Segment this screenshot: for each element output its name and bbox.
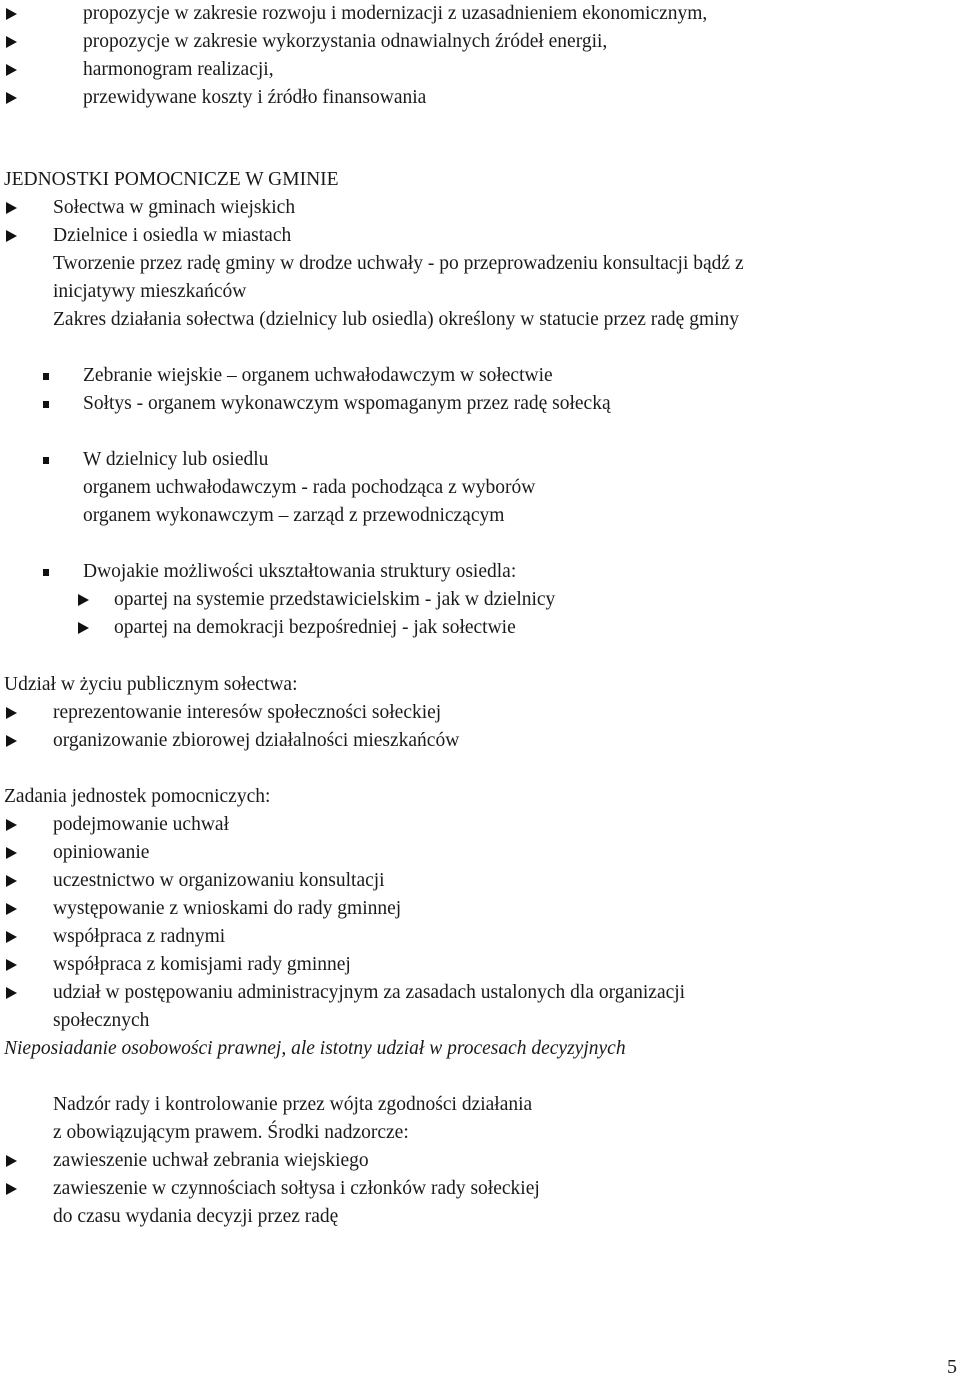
paragraph-line: organem wykonawczym – zarząd z przewodniczącym (83, 505, 505, 526)
triangle-bullet-icon (6, 92, 17, 104)
triangle-bullet-icon (6, 707, 17, 719)
triangle-bullet-icon (6, 931, 17, 943)
triangle-bullet-icon (78, 622, 89, 634)
section-title: Zadania jednostek pomocniczych: (4, 786, 271, 807)
italic-note: Nieposiadanie osobowości prawnej, ale istotny udział w procesach decyzyjnych (4, 1038, 626, 1059)
page-number: 5 (947, 1356, 957, 1378)
triangle-bullet-icon (6, 36, 17, 48)
triangle-bullet-icon (6, 230, 17, 242)
paragraph-line: do czasu wydania decyzji przez radę (53, 1206, 339, 1227)
triangle-bullet-icon (6, 847, 17, 859)
square-bullet-icon (43, 457, 49, 464)
triangle-bullet-icon (6, 8, 17, 20)
triangle-bullet-icon (6, 1183, 17, 1195)
triangle-bullet-icon (6, 903, 17, 915)
triangle-bullet-icon (6, 202, 17, 214)
paragraph-line: Tworzenie przez radę gminy w drodze uchwały - po przeprowadzeniu konsultacji bądź z (53, 253, 744, 274)
section-title: Udział w życiu publicznym sołectwa: (4, 674, 298, 695)
triangle-bullet-icon (6, 1155, 17, 1167)
triangle-bullet-icon (6, 735, 17, 747)
square-bullet-icon (43, 401, 49, 408)
triangle-bullet-icon (6, 64, 17, 76)
paragraph-line: z obowiązującym prawem. Środki nadzorcze: (53, 1122, 409, 1143)
triangle-bullet-icon (78, 594, 89, 606)
triangle-bullet-icon (6, 875, 17, 887)
paragraph-line: społecznych (53, 1010, 150, 1031)
triangle-bullet-icon (6, 987, 17, 999)
triangle-bullet-icon (6, 959, 17, 971)
paragraph-line: inicjatywy mieszkańców (53, 281, 247, 302)
square-bullet-icon (43, 569, 49, 576)
square-bullet-icon (43, 373, 49, 380)
paragraph-line: Zakres działania sołectwa (dzielnicy lub osiedla) określony w statucie przez radę gminy (53, 309, 740, 330)
triangle-bullet-icon (6, 819, 17, 831)
paragraph-line: Nadzór rady i kontrolowanie przez wójta zgodności działania (53, 1094, 533, 1115)
section-heading: JEDNOSTKI POMOCNICZE W GMINIE (4, 169, 339, 190)
paragraph-line: organem uchwałodawczym - rada pochodząca z wyborów (83, 477, 536, 498)
